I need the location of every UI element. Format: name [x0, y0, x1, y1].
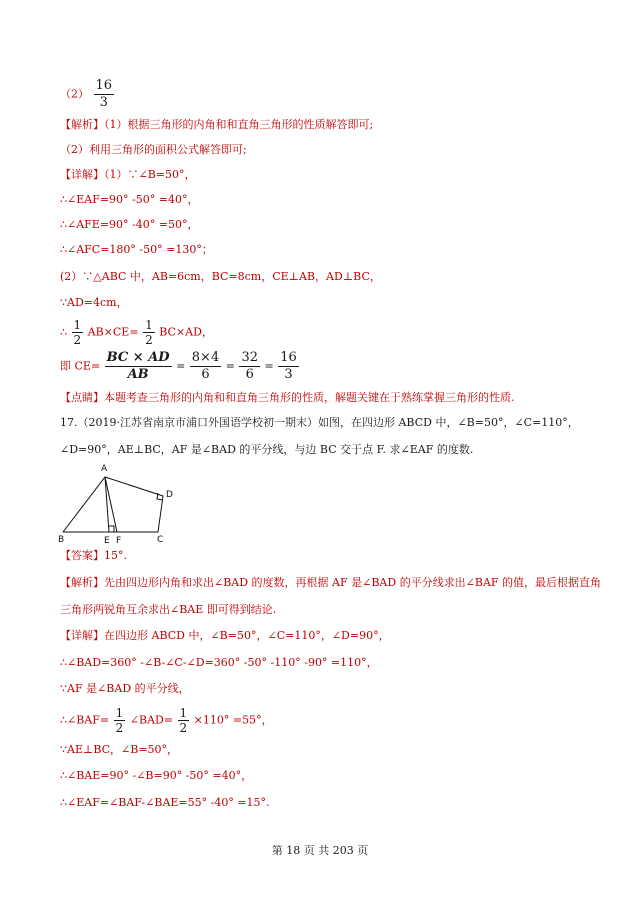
detail-line-6: ∵AD=4cm，	[60, 296, 128, 309]
detail-line-2: ∴∠EAF=90° -50° =40°，	[60, 193, 199, 206]
answer-2-prefix: （2）	[60, 87, 89, 101]
equals-sign: =	[264, 359, 274, 373]
fraction-denominator: 2	[145, 333, 153, 347]
fraction-numerator: 16	[95, 78, 113, 93]
fraction-numerator: 1	[145, 318, 153, 332]
quadrilateral-figure	[58, 462, 188, 544]
area-eq-middle: AB×CE=	[87, 325, 139, 339]
detail-17-line-7: ∴∠EAF=∠BAF-∠BAE=55° -40° =15°.	[60, 796, 270, 809]
fraction-numerator: 32	[241, 350, 258, 365]
vertex-label-a: A	[101, 464, 108, 474]
ce-result-fraction	[278, 350, 299, 383]
vertex-label-d: D	[166, 490, 173, 500]
ce-prefix: 即 CE=	[60, 359, 101, 373]
answer-17-line: 【答案】15°.	[60, 549, 127, 562]
ce-value-fraction	[190, 350, 221, 383]
baf-middle: ∠BAD=	[129, 713, 174, 727]
detail-line-5: (2）∵△ABC 中，AB=6cm，BC=8cm，CE⊥AB，AD⊥BC，	[60, 270, 381, 283]
fraction-numerator: BC × AD	[106, 350, 170, 365]
half-fraction	[143, 318, 155, 347]
detail-line-4: ∴∠AFC=180° -50° =130°；	[60, 243, 213, 256]
ce-formula-fraction	[105, 350, 172, 383]
comment-line: 【点睛】本题考查三角形的内角和和直角三角形的性质，解题关键在于熟练掌握三角形的性质.	[60, 391, 515, 404]
quadrilateral-outline	[63, 477, 163, 532]
detail-line-3: ∴∠AFE=90° -40° =50°，	[60, 218, 199, 231]
problem-17-line-1: 17.（2019·江苏省南京市浦口外国语学校初一期末）如图，在四边形 ABCD 中，∠B=50°，∠C=110°，	[60, 416, 579, 429]
fraction-denominator: 6	[201, 367, 210, 382]
equals-sign: =	[225, 359, 235, 373]
vertex-label-e: E	[104, 536, 110, 544]
fraction-numerator: 8×4	[191, 350, 220, 365]
fraction-denominator: 2	[73, 333, 82, 347]
fraction-denominator: 2	[115, 721, 124, 735]
area-eq-prefix: ∴	[60, 325, 67, 339]
ce-value-fraction	[239, 350, 260, 383]
detail-17-line-2: ∴∠BAD=360° -∠B-∠C-∠D=360° -50° -110° -90° =110°，	[60, 656, 378, 669]
fraction-denominator: 6	[245, 367, 254, 382]
analysis-17-line-2: 三角形两锐角互余求出∠BAE 即可得到结论.	[60, 603, 277, 616]
half-fraction	[72, 318, 84, 347]
vertex-label-c: C	[157, 535, 164, 544]
area-eq-suffix: BC×AD，	[159, 325, 213, 339]
fraction-denominator: 3	[284, 367, 293, 382]
detail-17-line-1: 【详解】在四边形 ABCD 中，∠B=50°，∠C=110°，∠D=90°，	[60, 629, 390, 642]
page-footer: 第 18 页 共 203 页	[271, 844, 369, 857]
vertex-label-b: B	[58, 535, 65, 544]
fraction-numerator: 1	[73, 318, 82, 332]
analysis-line-1: 【解析】（1）根据三角形的内角和和直角三角形的性质解答即可;	[60, 118, 374, 131]
half-fraction	[178, 706, 190, 735]
half-fraction	[114, 706, 126, 735]
baf-suffix: ×110° =55°，	[193, 713, 273, 727]
baf-prefix: ∴∠BAF=	[60, 713, 110, 727]
ce-calculation-line	[60, 350, 300, 383]
analysis-line-2: （2）利用三角形的面积公式解答即可;	[60, 143, 247, 156]
fraction-numerator: 16	[280, 350, 297, 365]
problem-17-line-2: ∠D=90°，AE⊥BC，AF 是∠BAD 的平分线，与边 BC 交于点 F. 求∠EAF 的度数.	[60, 443, 474, 456]
fraction-denominator: 2	[179, 721, 188, 735]
detail-17-line-6: ∴∠BAE=90° -∠B=90° -50° =40°，	[60, 769, 253, 782]
analysis-17-line-1: 【解析】先由四边形内角和求出∠BAD 的度数，再根据 AF 是∠BAD 的平分线求出∠BAF 的值，最后根据直角	[60, 576, 602, 589]
detail-line-1: 【详解】（1）∵∠B=50°，	[60, 168, 196, 181]
answer-2-line	[60, 78, 115, 111]
answer-2-fraction	[94, 78, 115, 111]
right-angle-mark-e	[109, 526, 114, 532]
fraction-numerator: 1	[115, 706, 124, 720]
fraction-denominator: AB	[127, 367, 149, 382]
vertex-label-f: F	[116, 536, 122, 544]
equals-sign: =	[176, 359, 186, 373]
detail-17-line-5: ∵AE⊥BC，∠B=50°，	[60, 743, 179, 756]
fraction-numerator: 1	[179, 706, 188, 720]
baf-equation-line	[60, 706, 273, 735]
area-equation-line	[60, 318, 213, 347]
fraction-denominator: 3	[99, 95, 108, 110]
detail-17-line-3: ∵AF 是∠BAD 的平分线，	[60, 682, 190, 695]
